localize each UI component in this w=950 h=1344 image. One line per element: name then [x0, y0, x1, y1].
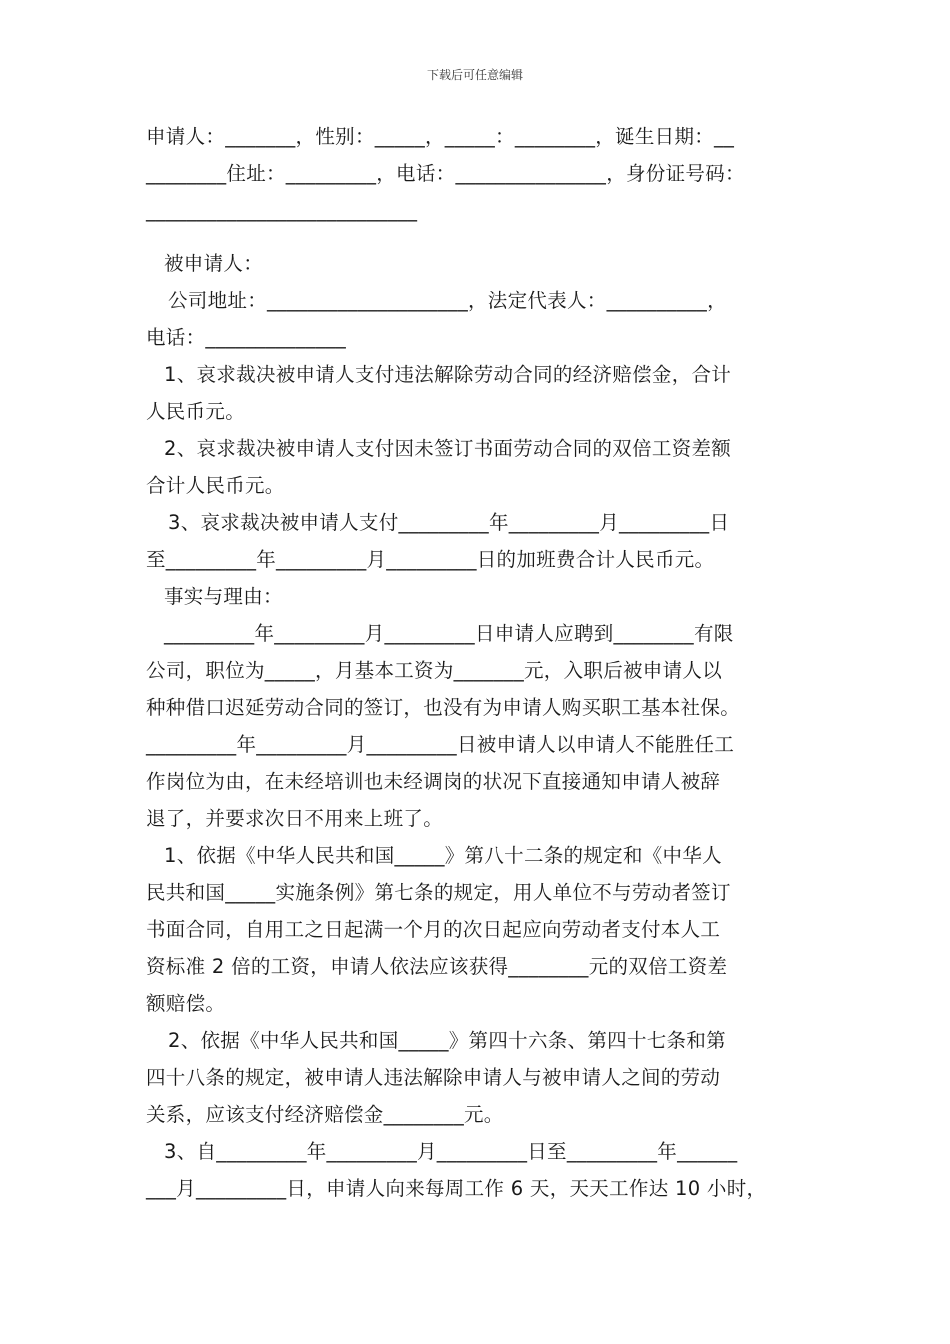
- text-line: ___________________________: [146, 199, 418, 222]
- text-line: 至_________年_________月_________日的加班费合计人民币元。: [146, 548, 715, 571]
- text-line: 民共和国_____实施条例》第七条的规定，用人单位不与劳动者签订: [146, 881, 731, 904]
- text-line: 公司，职位为_____，月基本工资为_______元，入职后被申请人以: [146, 659, 722, 682]
- text-line: 1、依据《中华人民共和国_____》第八十二条的规定和《中华人: [164, 844, 722, 867]
- text-line: 被申请人：: [164, 252, 264, 275]
- text-line: ________住址：_________，电话：_______________，身份证号码：: [146, 162, 745, 185]
- text-line: 2、哀求裁决被申请人支付因未签订书面劳动合同的双倍工资差额: [164, 437, 732, 460]
- text-line: 额赔偿。: [146, 992, 226, 1015]
- text-line: 电话：______________: [146, 326, 347, 349]
- text-line: 3、自_________年_________月_________日至_________年______: [164, 1140, 738, 1163]
- text-line: 事实与理由：: [164, 585, 283, 608]
- text-line: _________年_________月_________日被申请人以申请人不能胜任工: [146, 733, 735, 756]
- text-line: 申请人：_______，性别：_____，_____：________，诞生日期：__: [146, 125, 735, 148]
- text-line: 关系，应该支付经济赔偿金________元。: [146, 1103, 504, 1126]
- text-line: 四十八条的规定，被申请人违法解除申请人与被申请人之间的劳动: [146, 1066, 721, 1089]
- text-line: 2、依据《中华人民共和国_____》第四十六条、第四十七条和第: [168, 1029, 726, 1052]
- page-header: 下载后可任意编辑: [426, 68, 523, 82]
- document-body: [146, 118, 826, 1207]
- text-line: 公司地址：____________________，法定代表人：__________，: [168, 289, 727, 312]
- text-line: ___月_________日，申请人向来每周工作 6 天，天天工作达 10 小时，: [146, 1177, 767, 1200]
- paragraph-gap: [146, 229, 826, 245]
- text-line: _________年_________月_________日申请人应聘到________有限: [164, 622, 734, 645]
- text-line: 书面合同，自用工之日起满一个月的次日起应向劳动者支付本人工: [146, 918, 721, 941]
- text-line: 合计人民币元。: [146, 474, 285, 497]
- text-line: 退了，并要求次日不用来上班了。: [146, 807, 444, 830]
- text-line: 资标准 2 倍的工资，申请人依法应该获得________元的双倍工资差: [146, 955, 728, 978]
- text-line: 1、哀求裁决被申请人支付违法解除劳动合同的经济赔偿金，合计: [164, 363, 732, 386]
- text-line: 种种借口迟延劳动合同的签订，也没有为申请人购买职工基本社保。: [146, 696, 741, 719]
- text-line: 作岗位为由，在未经培训也未经调岗的状况下直接通知申请人被辞: [146, 770, 721, 793]
- text-line: 3、哀求裁决被申请人支付_________年_________月_________日: [168, 511, 730, 534]
- text-line: 人民币元。: [146, 400, 246, 423]
